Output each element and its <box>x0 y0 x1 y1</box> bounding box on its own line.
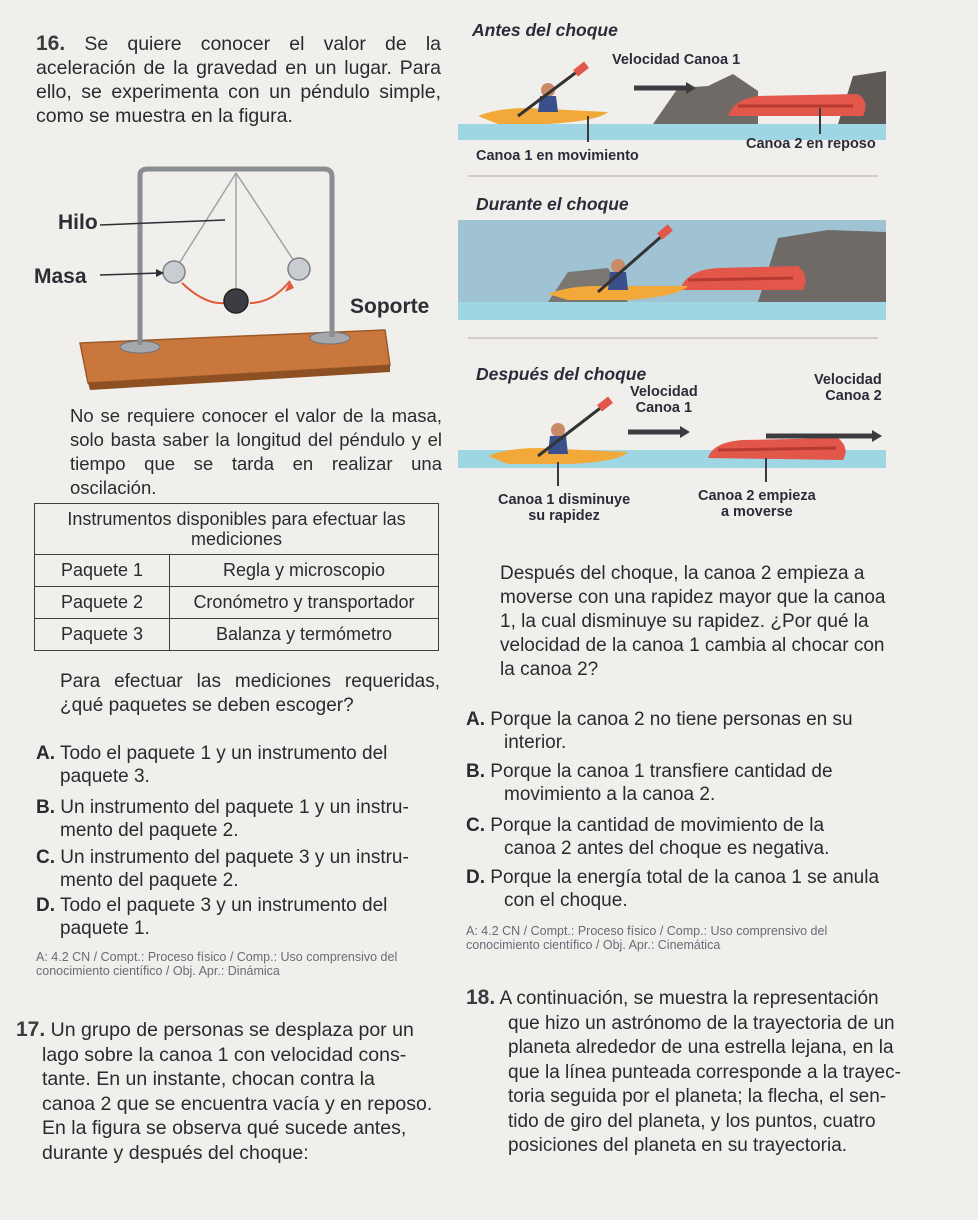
q17-block <box>16 1018 446 1165</box>
pendulum-figure <box>34 165 450 395</box>
q18-line-5: tido de giro del planeta, y los puntos, cuatro <box>508 1110 876 1132</box>
q17-line <box>16 1018 446 1043</box>
option-text: Todo el paquete 1 y un instrumento del <box>59 743 388 764</box>
pendulum-drawing <box>40 165 450 395</box>
option-text-2: paquete 3. <box>60 766 150 787</box>
q17-question-line: la canoa 2? <box>500 659 599 680</box>
option-letter: B. <box>466 761 485 782</box>
label-soporte: Soporte <box>350 295 430 318</box>
meta-line-1: A: 4.2 CN / Compt.: Proceso físico / Comp.: Uso comprensivo del <box>36 950 398 964</box>
q17-option-b[interactable] <box>466 760 916 806</box>
option-letter: D. <box>36 895 55 916</box>
velocity-arrowhead-c1 <box>680 426 690 438</box>
q16-block <box>36 32 441 128</box>
hilo-pointer <box>100 220 225 225</box>
after-v2-line2: Canoa 2 <box>825 388 882 404</box>
raft-stripe <box>718 448 836 450</box>
option-text: Porque la energía total de la canoa 1 se anula <box>490 867 880 888</box>
q16-option-a[interactable] <box>36 742 446 788</box>
row-name: Paquete 1 <box>35 555 170 587</box>
q16-meta <box>36 950 446 978</box>
q18-line-2: planeta alrededor de una estrella lejana, en la <box>508 1037 894 1058</box>
table-header: Instrumentos disponibles para efectuar las mediciones <box>35 504 439 555</box>
during-title: Durante el choque <box>476 194 629 214</box>
after-v1-line1: Velocidad <box>630 384 698 400</box>
option-text: Porque la cantidad de movimiento de la <box>490 815 825 836</box>
scene-before <box>458 16 886 184</box>
option-text: Todo el paquete 3 y un instrumento del <box>59 895 388 916</box>
option-letter: D. <box>466 867 485 888</box>
scene-during <box>458 190 886 350</box>
q16-number: 16. <box>36 32 66 55</box>
rock <box>758 230 886 302</box>
paddler-head <box>551 423 565 437</box>
q17-line-2: tante. En un instante, chocan contra la <box>42 1068 375 1090</box>
instruments-table <box>34 503 439 651</box>
meta-line-2: conocimiento científico / Obj. Apr.: Dinámica <box>36 964 280 978</box>
option-text-2: mento del paquete 2. <box>60 820 239 841</box>
q18-block <box>466 986 946 1159</box>
option-text-2: canoa 2 antes del choque es negativa. <box>504 838 830 859</box>
velocity-arrowhead-c2 <box>872 430 882 442</box>
q16-option-c[interactable] <box>36 846 446 892</box>
q18-line-6: posiciones del planeta en su trayectoria. <box>508 1135 848 1156</box>
option-text-2: interior. <box>504 732 567 753</box>
row-items: Regla y microscopio <box>170 555 439 587</box>
before-c2-label: Canoa 2 en reposo <box>746 136 876 152</box>
after-c2-label <box>698 488 816 520</box>
q17-line-5: durante y después del choque: <box>42 1141 309 1164</box>
after-c1-line1: Canoa 1 disminuye <box>498 492 631 508</box>
swing-arrow-left <box>182 283 225 303</box>
q17-question-line: velocidad de la canoa 1 cambia al chocar con <box>500 635 885 656</box>
q17-question-line: 1, la cual disminuye su rapidez. ¿Por qué la <box>500 611 869 632</box>
table-row <box>35 555 439 587</box>
mass-center <box>224 289 248 313</box>
q18-line <box>466 986 946 1012</box>
q18-number: 18. <box>466 986 496 1009</box>
option-text: Porque la canoa 2 no tiene personas en su <box>490 709 853 730</box>
after-v1-line2: Canoa 1 <box>635 400 693 416</box>
option-text-2: paquete 1. <box>60 918 150 939</box>
after-title: Después del choque <box>476 364 647 384</box>
after-c2-line1: Canoa 2 empieza <box>698 488 816 504</box>
q17-option-a[interactable] <box>466 708 916 754</box>
q17-line-0: Un grupo de personas se desplaza por un <box>50 1019 414 1041</box>
row-items: Balanza y termómetro <box>170 619 439 651</box>
before-title: Antes del choque <box>472 20 618 40</box>
after-v1-label <box>630 384 698 416</box>
option-letter: A. <box>466 709 485 730</box>
row-name: Paquete 2 <box>35 587 170 619</box>
q16-option-b[interactable] <box>36 796 446 842</box>
q18-rest <box>466 1012 946 1159</box>
q18-line-0: A continuación, se muestra la representación <box>499 988 879 1009</box>
after-v2-line1: Velocidad <box>814 372 882 388</box>
masa-pointer <box>100 273 160 275</box>
q17-rest <box>16 1043 446 1166</box>
option-letter: C. <box>36 847 55 868</box>
option-text: Un instrumento del paquete 3 y un instru- <box>60 847 409 868</box>
row-name: Paquete 3 <box>35 619 170 651</box>
string-right <box>236 173 298 267</box>
label-hilo: Hilo <box>58 211 98 234</box>
q16-intro-text: Se quiere conocer el valor de la aceleración de la gravedad en un lugar. Para ello, se experimenta con un péndulo simple, como se muestra en la figura. <box>36 33 441 127</box>
scene-after <box>458 358 886 528</box>
option-letter: C. <box>466 815 485 836</box>
meta-line-2: conocimiento científico / Obj. Apr.: Cinemática <box>466 938 721 952</box>
q16-question: Para efectuar las mediciones requeridas, ¿qué paquetes se deben escoger? <box>60 671 440 716</box>
option-text-2: movimiento a la canoa 2. <box>504 784 716 805</box>
q17-number: 17. <box>16 1018 46 1041</box>
water <box>458 302 886 320</box>
option-letter: A. <box>36 743 55 764</box>
q17-option-d[interactable] <box>466 866 936 912</box>
q17-line-1: lago sobre la canoa 1 con velocidad cons- <box>42 1043 407 1066</box>
q17-meta <box>466 924 936 952</box>
after-v2-label <box>814 372 882 404</box>
after-c2-line2: a moverse <box>720 504 793 520</box>
q17-question-line: Después del choque, la canoa 2 empieza a <box>500 563 865 584</box>
option-text: Un instrumento del paquete 1 y un instru- <box>60 797 409 818</box>
label-masa: Masa <box>34 265 87 288</box>
row-items: Cronómetro y transportador <box>170 587 439 619</box>
q17-question-line: moverse con una rapidez mayor que la canoa <box>500 587 886 608</box>
q16-intro <box>36 32 441 128</box>
after-c1-line2: su rapidez <box>528 508 600 524</box>
q17-line-3: canoa 2 que se encuentra vacía y en reposo. <box>42 1092 433 1115</box>
rock <box>653 74 758 124</box>
mass-right <box>288 258 310 280</box>
raft-stripe <box>688 278 793 280</box>
table-row <box>35 619 439 651</box>
option-text-2: mento del paquete 2. <box>60 870 239 891</box>
option-letter: B. <box>36 797 55 818</box>
after-c1-label <box>498 492 630 524</box>
q17-line-4: En la figura se observa qué sucede antes, <box>42 1117 407 1139</box>
paddle <box>538 406 603 456</box>
option-text: Porque la canoa 1 transfiere cantidad de <box>490 761 833 782</box>
q16-option-d[interactable] <box>36 894 446 940</box>
q18-line-4: toria seguida por el planeta; la flecha, el sen- <box>508 1086 887 1107</box>
q18-line-3: que la línea punteada corresponde a la trayec- <box>508 1061 901 1083</box>
q18-line-1: que hizo un astrónomo de la trayectoria de un <box>508 1012 895 1034</box>
q16-note: No se requiere conocer el valor de la masa, solo basta saber la longitud del péndulo y el tiempo que se tarda en realizar una oscilación. <box>70 405 442 498</box>
meta-line-1: A: 4.2 CN / Compt.: Proceso físico / Comp.: Uso comprensivo del <box>466 924 828 938</box>
option-text-2: con el choque. <box>504 890 628 911</box>
before-c1-label: Canoa 1 en movimiento <box>476 148 639 164</box>
swing-arrow-right <box>250 281 290 303</box>
q17-question <box>500 562 910 682</box>
mass-left <box>163 261 185 283</box>
before-velocity-label: Velocidad Canoa 1 <box>612 52 741 68</box>
q17-option-c[interactable] <box>466 814 916 860</box>
table-row <box>35 587 439 619</box>
